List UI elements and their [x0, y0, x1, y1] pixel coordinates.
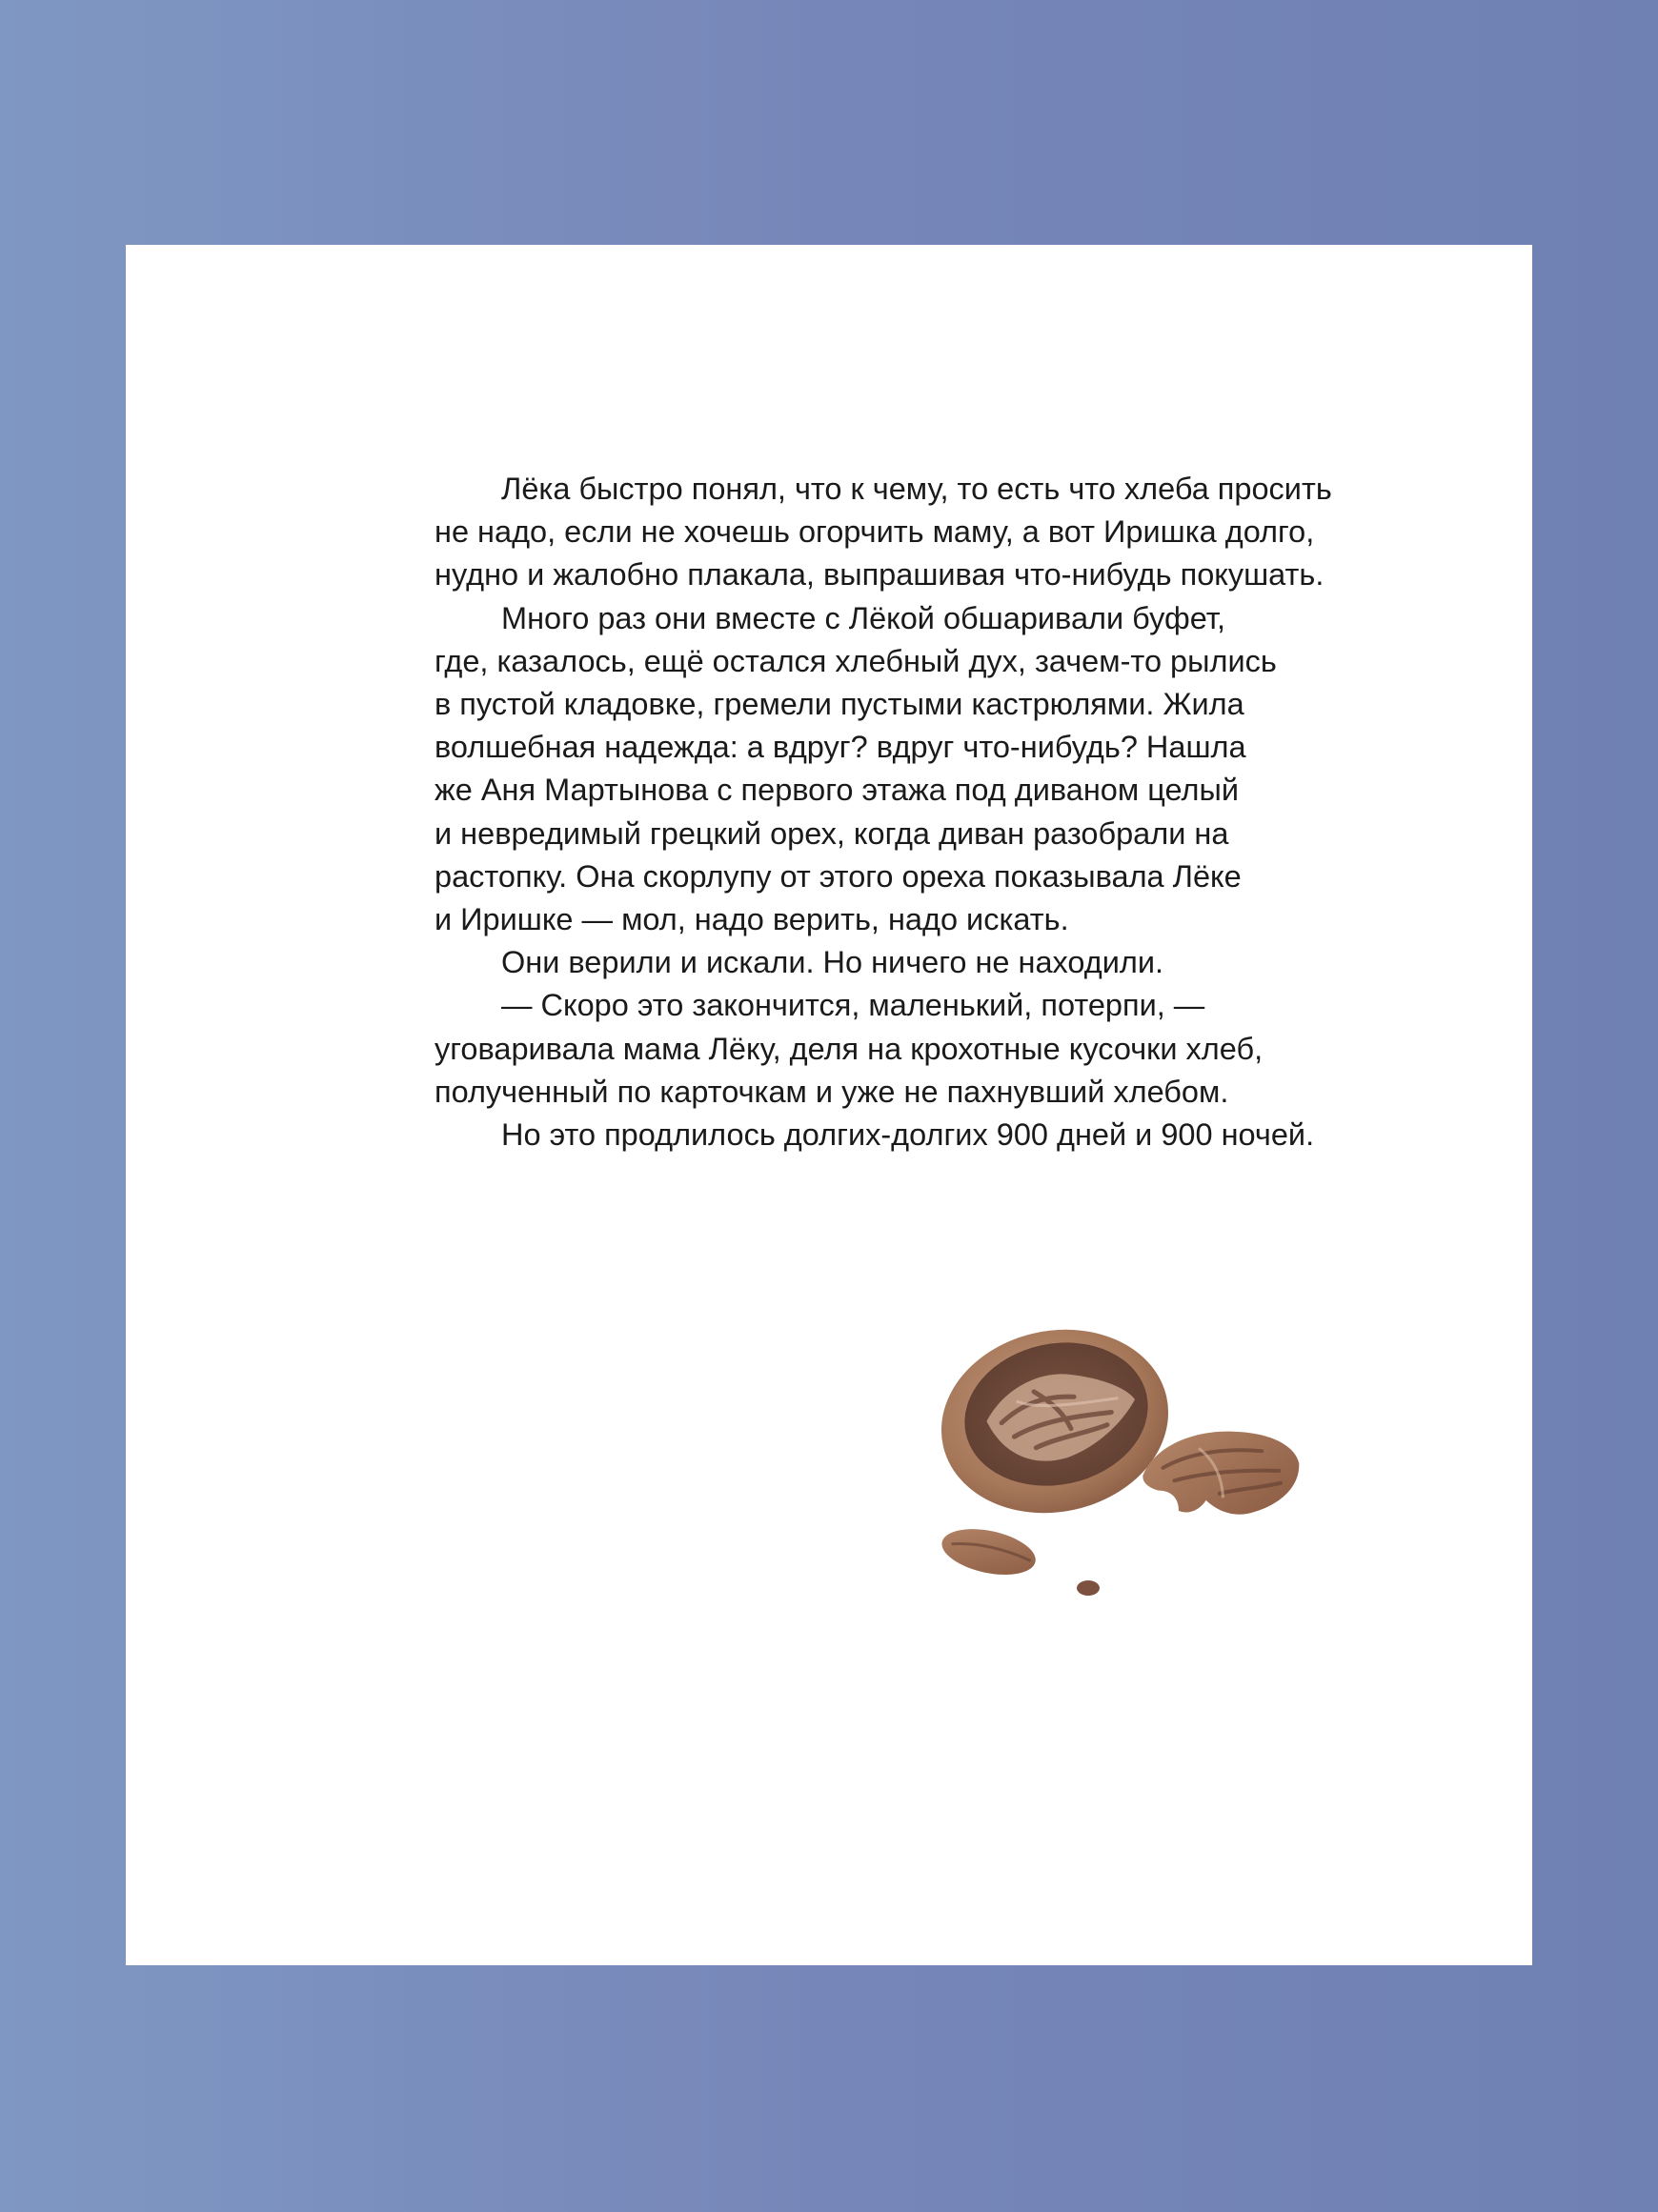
- story-line: и невредимый грецкий орех, когда диван разобрали на: [435, 815, 1229, 851]
- story-line: не надо, если не хочешь огорчить маму, а вот Иришка долго,: [435, 514, 1315, 550]
- story-line: — Скоро это закончится, маленький, потерпи, —: [501, 988, 1205, 1023]
- story-line: Но это продлилось долгих-долгих 900 дней и 900 ночей.: [501, 1117, 1315, 1153]
- book-page: [126, 245, 1532, 1965]
- story-line: Много раз они вместе с Лёкой обшаривали буфет,: [501, 600, 1226, 635]
- story-line: волшебная надежда: а вдруг? вдруг что-нибудь? Нашла: [435, 730, 1246, 765]
- story-line: где, казалось, ещё остался хлебный дух, зачем-то рылись: [435, 643, 1277, 678]
- story-line: полученный по карточкам и уже не пахнувший хлебом.: [435, 1074, 1229, 1109]
- story-line: в пустой кладовке, гремели пустыми кастрюлями. Жила: [435, 687, 1244, 722]
- story-line: Лёка быстро понял, что к чему, то есть что хлеба просить: [501, 472, 1332, 506]
- walnut-small-piece: [938, 1521, 1040, 1582]
- story-text: [435, 468, 1368, 1156]
- story-line: уговаривала мама Лёку, деля на крохотные кусочки хлеб,: [435, 1031, 1264, 1066]
- story-line: растопку. Она скорлупу от этого ореха показывала Лёке: [435, 858, 1242, 894]
- story-line: Они верили и искали. Но ничего не находили.: [501, 945, 1164, 980]
- walnut-shell-icon: [888, 1302, 1326, 1636]
- story-line: же Аня Мартынова с первого этажа под диваном целый: [435, 773, 1239, 808]
- story-line: и Иришке — мол, надо верить, надо искать.: [435, 902, 1069, 937]
- story-line: нудно и жалобно плакала, выпрашивая что-нибудь покушать.: [435, 557, 1324, 593]
- walnut-crumb: [1077, 1580, 1100, 1596]
- walnut-half-shell: [924, 1309, 1185, 1534]
